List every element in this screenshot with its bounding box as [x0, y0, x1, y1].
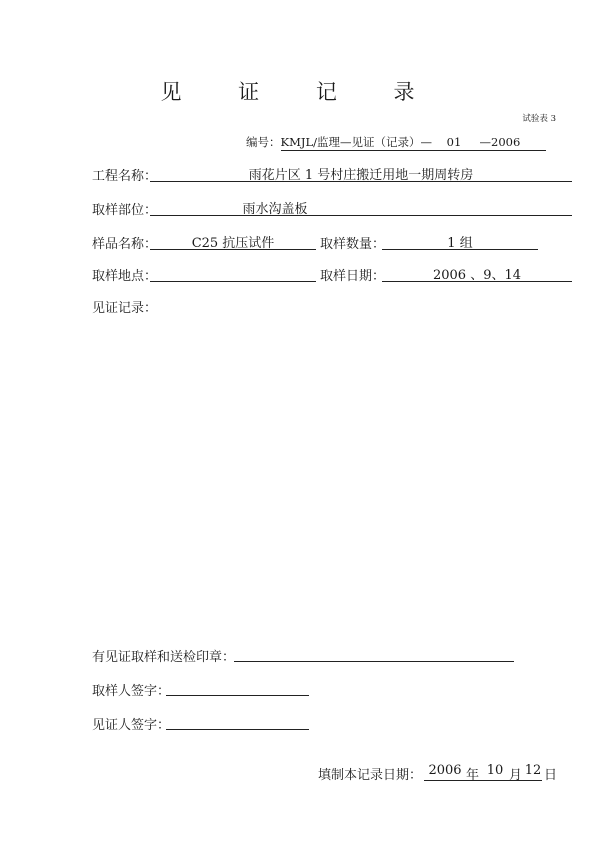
witness-signature-underline	[166, 729, 309, 730]
sample-qty-value: 1 组	[447, 236, 473, 251]
project-name-underline	[150, 181, 572, 182]
seal-underline	[234, 661, 514, 662]
sampling-date-label: 取样日期：	[320, 269, 386, 284]
form-number: 试验表 3	[522, 114, 556, 124]
fill-date-month-unit: 月	[509, 768, 523, 783]
sampling-place-label: 取样地点：	[92, 269, 158, 284]
sample-qty-label: 取样数量：	[320, 237, 386, 252]
sampling-date-underline	[382, 281, 572, 282]
project-name-label: 工程名称：	[92, 169, 158, 184]
fill-date-underline	[424, 780, 542, 781]
serial-prefix: 编号：	[246, 135, 281, 149]
project-name-value: 雨花片区 1 号村庄搬迁用地一期周转房	[248, 168, 474, 183]
serial-code: KMJL/监理—见证（记录）— 01 —2006	[281, 135, 546, 151]
fill-date-year: 2006	[428, 763, 462, 778]
seal-label: 有见证取样和送检印章：	[92, 650, 236, 665]
sample-name-underline	[150, 249, 316, 250]
sampling-date-value: 2006 、9、14	[432, 268, 522, 283]
serial-year: —2006	[479, 135, 521, 149]
fill-date-year-unit: 年	[466, 768, 480, 783]
sample-name-label: 样品名称：	[92, 237, 158, 252]
fill-date-day-unit: 日	[544, 768, 558, 783]
fill-date-month: 10	[486, 763, 504, 778]
sampling-part-value: 雨水沟盖板	[242, 202, 308, 217]
sample-qty-underline	[382, 249, 538, 250]
sampling-part-label: 取样部位：	[92, 203, 158, 218]
serial-seq: 01	[446, 135, 462, 149]
sampling-place-underline	[150, 281, 316, 282]
serial-number	[246, 134, 546, 150]
sampler-signature-label: 取样人签字：	[92, 684, 171, 699]
fill-date-label: 填制本记录日期：	[318, 768, 423, 783]
witness-signature-label: 见证人签字：	[92, 718, 171, 733]
witness-record-label: 见证记录：	[92, 301, 158, 316]
sampler-signature-underline	[166, 695, 309, 696]
fill-date-day: 12	[524, 763, 542, 778]
page-title: 见 证 记 录	[160, 80, 440, 104]
sample-name-value: C25 抗压试件	[191, 236, 275, 251]
sampling-part-underline	[150, 215, 572, 216]
